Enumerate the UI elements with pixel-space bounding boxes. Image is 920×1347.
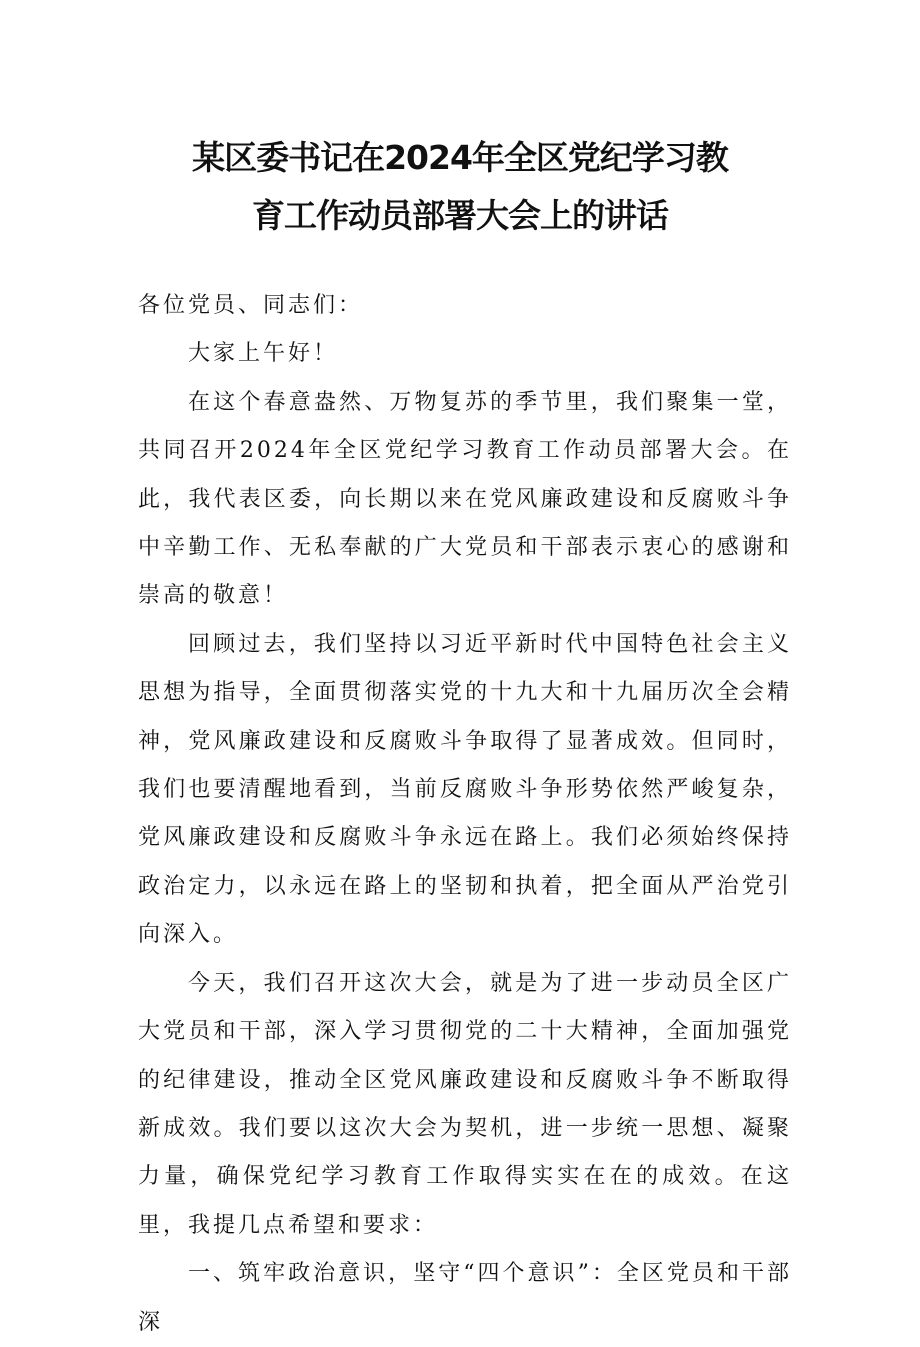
paragraph-purpose: 今天，我们召开这次大会，就是为了进一步动员全区广大党员和干部，深入学习贯彻党的二十大精神，全面加强党的纪律建设，推动全区党风廉政建设和反腐败斗争不断取得新成效。我们要以这次大会为契机，进一步统一思想、凝聚力量，确保党纪学习教育工作取得实实在在的成效。在这里，我提几点希望和要求： [138,970,792,1238]
document-body [138,282,792,1347]
paragraph-opening: 在这个春意盎然、万物复苏的季节里，我们聚集一堂，共同召开2024年全区党纪学习教育工作动员部署大会。在此，我代表区委，向长期以来在党风廉政建设和反腐败斗争中辛勤工作、无私奉献的广大党员和干部表示衷心的感谢和崇高的敬意！ [138,389,792,609]
document-title-line-2: 育工作动员部署大会上的讲话 [252,196,668,235]
paragraph-review: 回顾过去，我们坚持以习近平新时代中国特色社会主义思想为指导，全面贯彻落实党的十九大和十九届历次全会精神，党风廉政建设和反腐败斗争取得了显著成效。但同时，我们也要清醒地看到，当前反腐败斗争形势依然严峻复杂，党风廉政建设和反腐败斗争永远在路上。我们必须始终保持政治定力，以永远在路上的坚韧和执着，把全面从严治党引向深入。 [138,631,792,948]
salutation: 各位党员、同志们： [138,293,364,318]
document-title-line-1: 某区委书记在2024年全区党纪学习教 [192,138,728,177]
greeting: 大家上午好！ [188,341,339,367]
paragraph-point-one: 一、筑牢政治意识，坚守“四个意识”：全区党员和干部深 [138,1261,792,1335]
